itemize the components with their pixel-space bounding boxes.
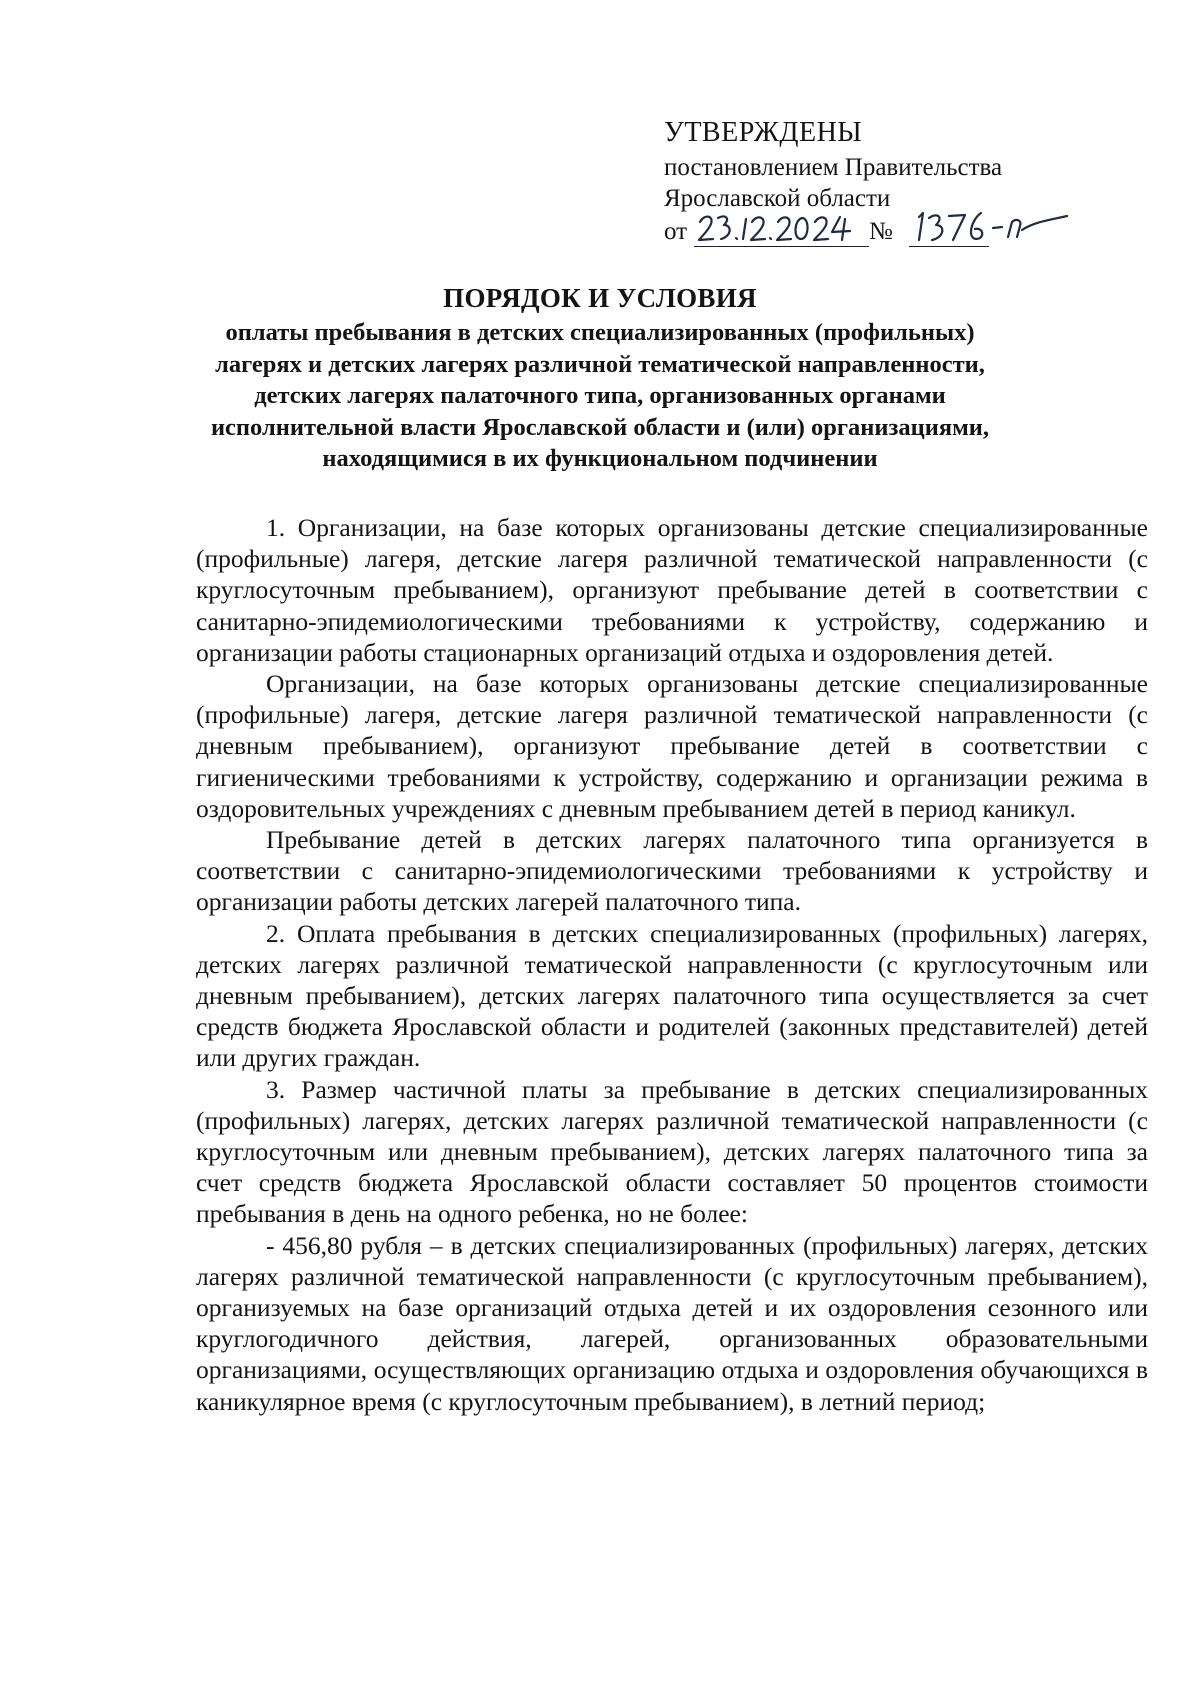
- handwritten-date: [694, 206, 869, 246]
- paragraph-3: 3. Размер частичной платы за пребывание в детских специализированных (профильных) лагерях, детских лагерях различной тематической направленности (с круглосуточным или дневным пребыванием), детских лагерях палаточного типа за счет средств бюджета Ярославской области составляет 50 процентов стоимости пребывания в день на одного ребенка, но не более:: [196, 1074, 1148, 1229]
- approval-block: [664, 116, 1084, 248]
- approval-line-1: постановлением Правительства: [664, 154, 1003, 181]
- paragraph-3-item-1: - 456,80 рубля – в детских специализированных (профильных) лагерях, детских лагерях различной тематической направленности (с круглосуточным пребыванием), организуемых на базе организаций отдыха детей и их оздоровления сезонного или круглогодичного действия, лагерей, организованных образовательными организациями, осуществляющих организацию отдыха и оздоровления обучающихся в каникулярное время (с круглосуточным пребыванием), в летний период;: [196, 1230, 1148, 1416]
- number-sign: №: [869, 218, 893, 245]
- paragraph-2: 2. Оплата пребывания в детских специализированных (профильных) лагерях, детских лагерях различной тематической направленности (с круглосуточным или дневным пребыванием), детских лагерях палаточного типа осуществляется за счет средств бюджета Ярославской области и родителей (законных представителей) детей или других граждан.: [196, 918, 1148, 1073]
- title-main: ПОРЯДОК И УСЛОВИЯ: [443, 283, 757, 313]
- approval-date-number-line: [664, 214, 1084, 248]
- title-subtitle-line: детских лагерях палаточного типа, организованных органами: [254, 382, 946, 409]
- title-subtitle-line: оплаты пребывания в детских специализированных (профильных): [225, 319, 975, 346]
- date-prefix: от: [664, 218, 688, 245]
- approval-line-2: Ярославской области: [664, 185, 891, 212]
- handwritten-number: [909, 204, 1079, 248]
- approval-heading: УТВЕРЖДЕНЫ: [664, 117, 863, 148]
- document-body: [196, 512, 1148, 1417]
- title-subtitle: [150, 317, 1050, 475]
- paragraph-1: 1. Организации, на базе которых организованы детские специализированные (профильные) лагеря, детские лагеря различной тематической направленности (с круглосуточным пребыванием), организуют пребывание детей в соответствии с санитарно-эпидемиологическими требованиями к устройству, содержанию и организации работы стационарных организаций отдыха и оздоровления детей.: [196, 513, 1148, 667]
- title-subtitle-line: исполнительной власти Ярославской области и (или) организациями,: [210, 413, 990, 441]
- title-subtitle-line: лагерях и детских лагерях различной тематической направленности,: [215, 350, 985, 378]
- paragraph-1-2: Организации, на базе которых организованы детские специализированные (профильные) лагеря, детские лагеря различной тематической направленности (с дневным пребыванием), организуют пребывание детей в соответствии с гигиеническими требованиями к устройству, содержанию и организации режима в оздоровительных учреждениях с дневным пребыванием детей в период каникул.: [196, 669, 1148, 823]
- title-subtitle-line: находящимися в их функциональном подчинении: [322, 445, 878, 472]
- document-title: [150, 281, 1050, 475]
- paragraph-1-3: Пребывание детей в детских лагерях палаточного типа организуется в соответствии с санитарно-эпидемиологическими требованиями к устройству и организации работы детских лагерей палаточного типа.: [196, 825, 1148, 917]
